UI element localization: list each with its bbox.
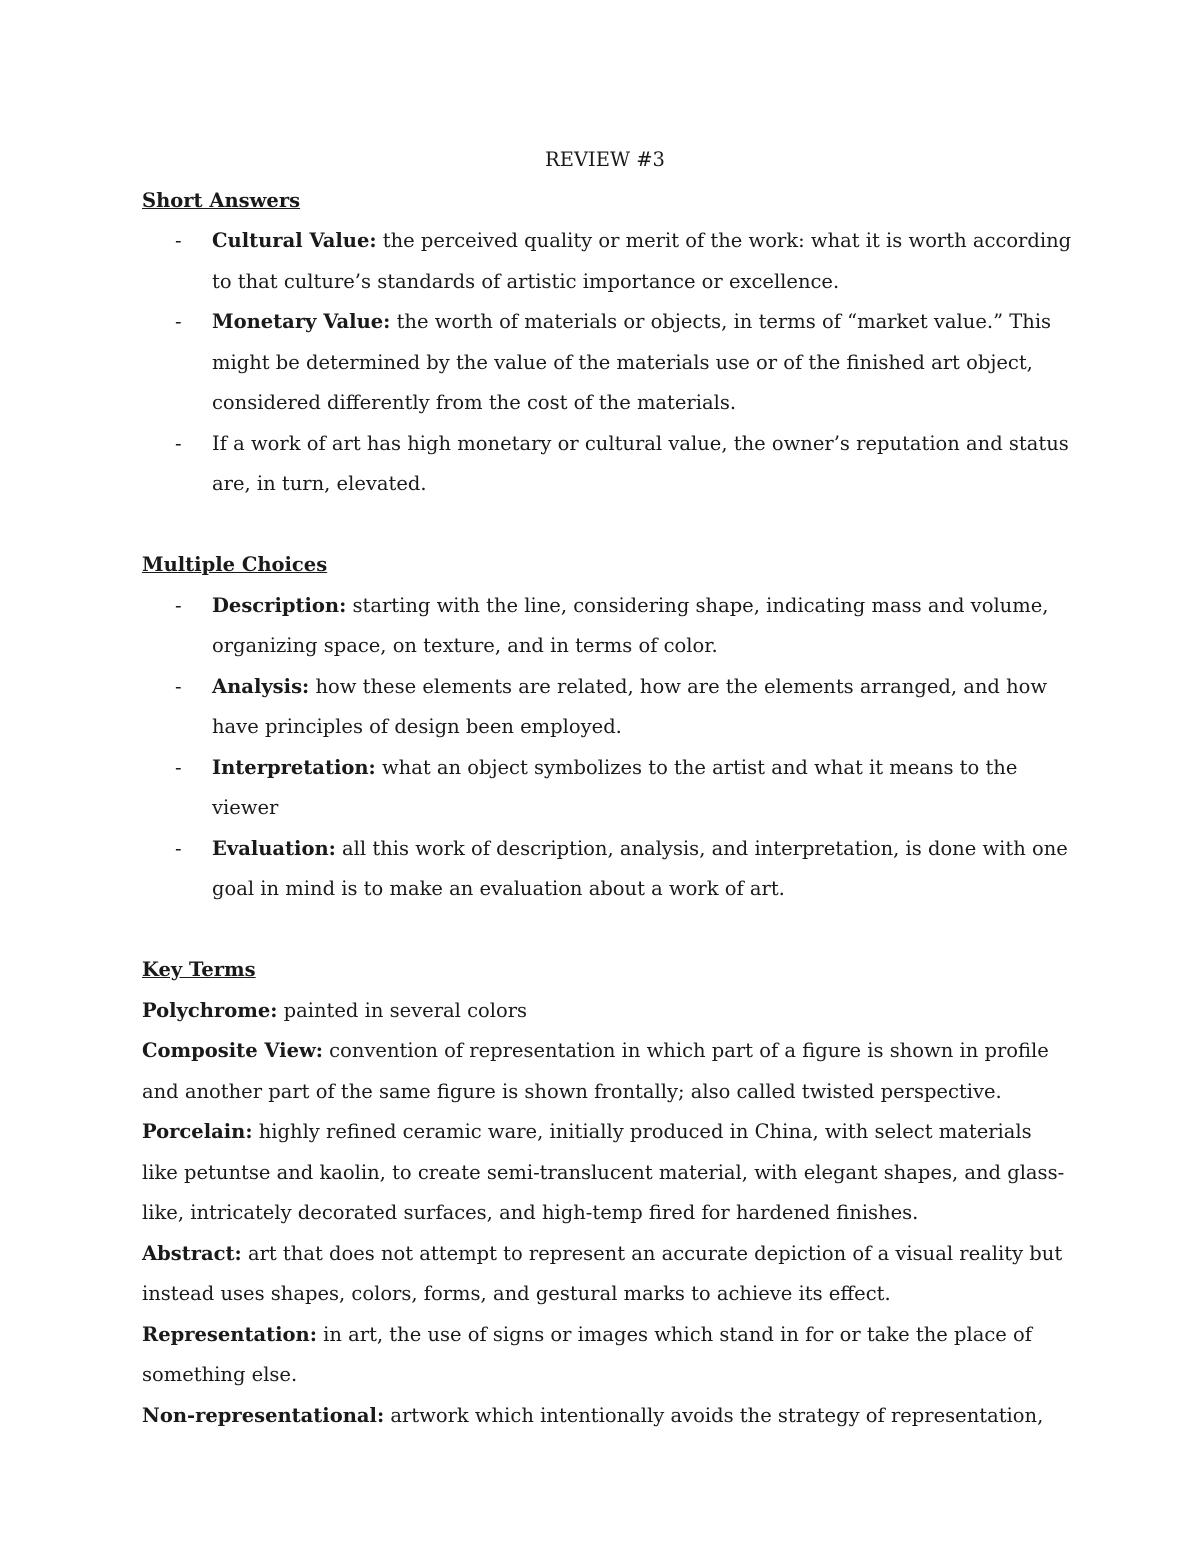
term-definition: highly refined ceramic ware, initially produced in China, with select materials like petuntse and kaolin, to create semi-translucent material, with elegant shapes, and glass-like, intricately decorated surfaces, and high-temp fired for hardened finishes.	[142, 1120, 1065, 1224]
short-answers-list	[142, 221, 1072, 505]
section-spacer	[142, 910, 1072, 951]
key-term-entry	[142, 1315, 1072, 1396]
list-item	[142, 424, 1072, 505]
term-label: Monetary Value:	[212, 310, 391, 333]
term-label: Composite View:	[142, 1039, 323, 1062]
section-spacer	[142, 505, 1072, 546]
term-label: Evaluation:	[212, 836, 336, 860]
term-label: Porcelain:	[142, 1120, 253, 1143]
key-term-entry	[142, 1234, 1072, 1315]
list-marker: -	[175, 836, 182, 860]
list-marker: -	[175, 593, 182, 617]
multiple-choices-list	[142, 586, 1072, 910]
term-definition: in art, the use of signs or images which stand in for or take the place of something else.	[142, 1322, 1032, 1386]
key-term-entry	[142, 1112, 1072, 1234]
term-label: Interpretation:	[212, 755, 376, 779]
document-page	[142, 140, 1072, 1436]
term-definition: art that does not attempt to represent an accurate depiction of a visual reality but instead uses shapes, colors, forms, and gestural marks to achieve its effect.	[142, 1241, 1063, 1305]
key-term-entry	[142, 1396, 1072, 1437]
list-item-text: If a work of art has high monetary or cultural value, the owner’s reputation and status are, in turn, elevated.	[212, 431, 1069, 495]
list-marker: -	[175, 229, 182, 252]
term-label: Cultural Value:	[212, 229, 377, 252]
key-terms-list	[142, 991, 1072, 1437]
list-marker: -	[175, 755, 182, 779]
list-marker: -	[175, 674, 182, 698]
list-item	[142, 221, 1072, 302]
document-title: REVIEW #3	[545, 148, 665, 171]
key-terms-heading: Key Terms	[142, 958, 256, 981]
list-marker: -	[175, 431, 182, 455]
term-definition: how these elements are related, how are the elements arranged, and how have principles of design been employed.	[212, 674, 1048, 738]
list-item	[142, 586, 1072, 667]
list-item	[142, 667, 1072, 748]
term-definition: what an object symbolizes to the artist and what it means to the viewer	[212, 755, 1018, 819]
list-item	[142, 829, 1072, 910]
key-term-entry	[142, 991, 1072, 1032]
term-definition: all this work of description, analysis, and interpretation, is done with one goal in mind is to make an evaluation about a work of art.	[212, 836, 1068, 900]
term-label: Polychrome:	[142, 998, 278, 1022]
term-definition: the worth of materials or objects, in terms of “market value.” This might be determined by the value of the materials use or of the finished art object, considered differently from the cost of the materials.	[212, 310, 1052, 414]
term-label: Analysis:	[212, 674, 310, 698]
short-answers-heading: Short Answers	[142, 188, 301, 212]
term-label: Non-representational:	[142, 1403, 385, 1427]
term-definition: the perceived quality or merit of the work: what it is worth according to that culture’s standards of artistic importance or excellence.	[212, 229, 1072, 293]
term-label: Representation:	[142, 1322, 317, 1346]
list-item	[142, 302, 1072, 424]
term-definition: convention of representation in which part of a figure is shown in profile and another part of the same figure is shown frontally; also called twisted perspective.	[142, 1039, 1049, 1103]
multiple-choices-heading: Multiple Choices	[142, 553, 328, 576]
term-label: Abstract:	[142, 1241, 242, 1265]
list-marker: -	[175, 310, 182, 333]
term-definition: painted in several colors	[277, 998, 528, 1022]
list-item	[142, 748, 1072, 829]
key-term-entry	[142, 1031, 1072, 1112]
term-definition: starting with the line, considering shape, indicating mass and volume, organizing space, on texture, and in terms of color.	[212, 593, 1049, 657]
term-definition: artwork which intentionally avoids the strategy of representation,	[384, 1403, 1044, 1427]
term-label: Description:	[212, 593, 347, 617]
